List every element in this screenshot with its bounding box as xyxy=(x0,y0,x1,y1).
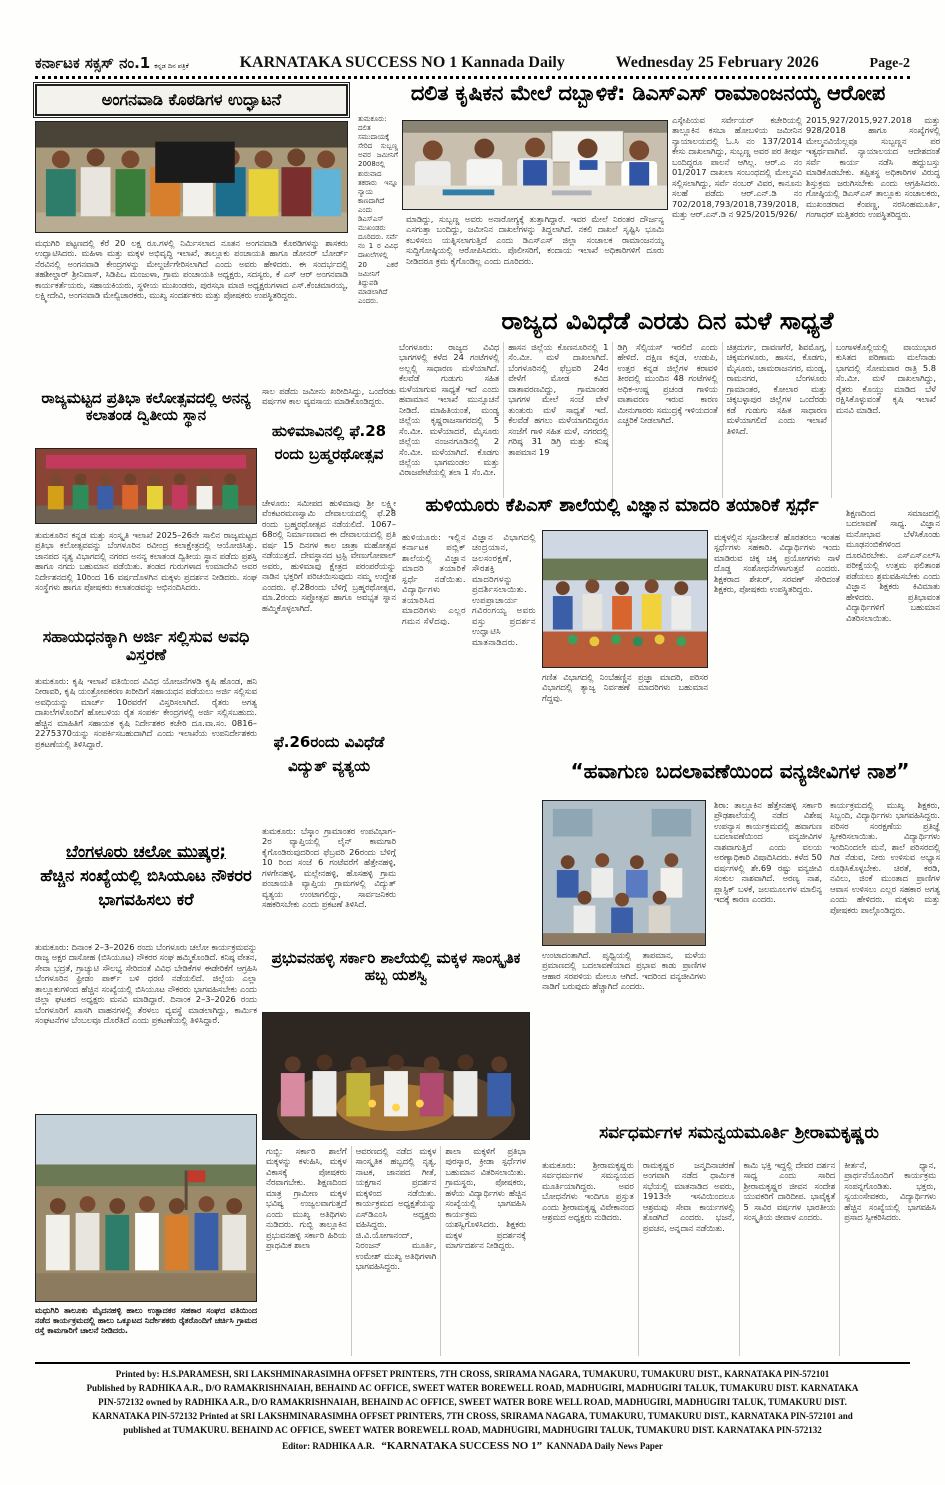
footer-line-1: Printed by: H.S.PARAMESH, SRI LAKSHMINARASIMHA OFFSET PRINTERS, 7TH CROSS, SRIRAMA NAGARA, TUMAKURU, TUMAKURU DIST., KARNATAKA PIN-572101 xyxy=(115,1369,830,1379)
wildlife-col2: ಶಿರಾ: ತಾಲ್ಲೂಕಿನ ಹೆತ್ತೇನಹಳ್ಳಿ ಸರ್ಕಾರಿ ಪ್ರೌಢಶಾಲೆಯಲ್ಲಿ ನಡೆದ ವಿಶೇಷ ಉಪನ್ಯಾಸ ಕಾರ್ಯಕ್ರಮದಲ್ಲಿ ಹವಾಗುಣ ಬದಲಾವಣೆಯಿಂದ ವನ್ಯಜೀವಿಗಳ ನಾಶವಾಗುತ್ತಿದೆ ಎಂದು ವಲಯ ಅರಣ್ಯಾಧಿಕಾರಿ ವಿಷಾದಿಸಿದರು. ಕಳೆದ 50 ವರ್ಷಗಳಲ್ಲಿ ಶೇ.69 ರಷ್ಟು ವನ್ಯಜೀವಿ ಸಂಕುಲ ನಾಶವಾಗಿದೆ. ಅರಣ್ಯ ನಾಶ, ಪ್ಲಾಸ್ಟಿಕ್ ಬಳಕೆ, ಜಲಮೂಲಗಳ ಮಾಲಿನ್ಯ ಇದಕ್ಕೆ ಕಾರಣ ಎಂದರು. xyxy=(714,800,822,905)
footer-paper-suffix: KANNADA Daily News Paper xyxy=(546,1440,663,1451)
footer-editor-line xyxy=(35,1438,910,1455)
dss-under-photo xyxy=(402,214,668,306)
rain-columns xyxy=(395,342,940,498)
wildlife-col1: ಉಂಟಾದಂತಾಗಿದೆ. ಪೃಥ್ವಿಯಲ್ಲಿ ತಾಪಮಾನ, ಮಳೆಯ ಪ್ರಮಾಣದಲ್ಲಿ ಬದಲಾವಣೆಯಾದ ಪ್ರಭಾವ ಕಾಡು ಪ್ರಾಣಿಗಳ ಆಹಾರ ಸರಪಳಿಯ ಮೇಲೂ ಆಗಿದೆ. ಇದರಿಂದ ವನ್ಯಜೀವಿಗಳು ನಾಡಿಗೆ ಬರುವುದು ಹೆಚ್ಚಾಗಿದೆ ಎಂದರು. xyxy=(542,950,706,992)
sarva-col-1: ತುಮಕೂರು: ಶ್ರೀರಾಮಕೃಷ್ಣರು ಸರ್ವಧರ್ಮಗಳ ಸಮನ್ವಯದ ಮೂರ್ತಿಯಾಗಿದ್ದರು. ಅವರ ಬೋಧನೆಗಳು ಇಂದಿಗೂ ಪ್ರಸ್ತುತ ಎಂದು ಶ್ರೀರಾಮಕೃಷ್ಣ ವಿವೇಕಾನಂದ ಆಶ್ರಮದ ಅಧ್ಯಕ್ಷರು ನುಡಿದರು. xyxy=(542,1160,634,1223)
power-body: ತುಮಕೂರು: ಬೆಸ್ಕಾಂ ಗ್ರಾಮಾಂತರ ಉಪವಿಭಾಗ–2ರ ವ್ಯಾಪ್ತಿಯಲ್ಲಿ ಲೈನ್ ಕಾಮಗಾರಿ ಕೈಗೊಂಡಿರುವುದರಿಂದ ಫೆಬ್ರವರಿ 26ರಂದು ಬೆಳಿಗ್ಗೆ 10 ರಿಂದ ಸಂಜೆ 6 ಗಂಟೆವರೆಗೆ ಹೆತ್ತೇನಹಳ್ಳಿ, ಗಳಗೇನಹಳ್ಳಿ, ಮಲ್ಲೇನಹಳ್ಳಿ, ಹೊಸಹಳ್ಳಿ ಗ್ರಾಮ ಪಂಚಾಯತಿ ವ್ಯಾಪ್ತಿಯ ಗ್ರಾಮಗಳಲ್ಲಿ ವಿದ್ಯುತ್ ವ್ಯತ್ಯಯ ಉಂಟಾಗಲಿದ್ದು, ಸಾರ್ವಜನಿಕರು ಸಹಕರಿಸಬೇಕು ಎಂದು ಪ್ರಕಟಣೆ ತಿಳಿಸಿದೆ. xyxy=(262,826,396,910)
sarva-headline: ಸರ್ವಧರ್ಮಗಳ ಸಮನ್ವಯಮೂರ್ತಿ ಶ್ರೀರಾಮಕೃಷ್ಣರು xyxy=(599,1123,879,1143)
footer-paper-name: “KARNATAKA SUCCESS NO 1” xyxy=(381,1439,543,1452)
rain-col-3: ಡಿಗ್ರಿ ಸೆಲ್ಸಿಯಸ್ ಇರಲಿದೆ ಎಂದು ಹೇಳಿದೆ. ದಕ್ಷಿಣ ಕನ್ನಡ, ಉಡುಪಿ, ಉತ್ತರ ಕನ್ನಡ ಜಿಲ್ಲೆಗಳ ಕರಾವಳಿ ತೀರದಲ್ಲಿ ಮುಂದಿನ 48 ಗಂಟೆಗಳಲ್ಲಿ ಅಧಿಕ-ಉಷ್ಣ ಪ್ರಚಂಡ ಗಾಳಿಯ ವಾತಾವರಣ ಇರುವ ಕಾರಣ ಮೀನುಗಾರರು ಸಮುದ್ರಕ್ಕೆ ಇಳಿಯದಂತೆ ಎಚ್ಚರಿಕೆ ನೀಡಲಾಗಿದೆ. xyxy=(612,342,721,498)
rain-headline: ರಾಜ್ಯದ ವಿವಿಧೆಡೆ ಎರಡು ದಿನ ಮಳೆ ಸಾಧ್ಯತೆ xyxy=(501,307,834,335)
dss-col1: ಎಸ್ಕೇಪಿಯವ ಸರ್ವೇಯರ್ ಕಚೇರಿಯಲ್ಲಿ ತಾಲ್ಲೂಕಿನ ಕಸಬಾ ಹೋಬಳಿಯ ಜಮೀನಿನ ನ್ಯಾಯಾಲಯದಲ್ಲಿ ಓ.ಸಿ ನಂ 137/2014 ಕೇಸು ದಾಖಲಾಗಿದ್ದು, ಸುಬ್ಬಣ್ಣ ಅವರ ಪರ ತೀರ್ಪು ಬಂದಿದ್ದರೂ ಪಾಲನೆ ಆಗಿಲ್ಲ. ಆರ್.ಎ ನಂ 01/2017 ದಾಖಲಾ ಸಂಬಂಧದಲ್ಲಿ ಮೇಲ್ಮನವಿ ಸಲ್ಲಿಸಲಾಗಿದ್ದು, ಸರ್ವೆ ನಂಬರ್ ವಿವರ, ಕಾನೂನು ಸಲಹೆ ಪಡೆದು ಆರ್.ಎನ್.ಡಿ ನಂ 702/2018,793/2018,739/2018, ಮತ್ತು ಆರ್.ಎನ್.ಡಿ ನ 925/2015/926/ xyxy=(672,115,802,220)
footer-line-4: KARNATAKA PIN-572132 Printed at SRI LAKSHMINARASIMHA OFFSET PRINTERS, 7TH CROSS, SRIRAMA NAGARA, TUMAKURU, TUMAKURU DIST., KARNATAKA PIN-572101 and xyxy=(92,1410,853,1421)
chalo-headline-rest: ಹೆಚ್ಚಿನ ಸಂಖ್ಯೆಯಲ್ಲಿ ಬಿಸಿಯೂಟ ನೌಕರರ ಭಾಗವಹಿಸಲು ಕರೆ xyxy=(40,865,252,909)
rain-col-5: ಬಂಗಾಳಕೊಲ್ಲಿಯಲ್ಲಿ ವಾಯುಭಾರ ಕುಸಿತದ ಪರಿಣಾಮ ಮಲೆನಾಡು ಭಾಗದಲ್ಲಿ ಸೋಮವಾರ ರಾತ್ರಿ 5.8 ಸೆಂ.ಮೀ. ಮಳೆ ದಾಖಲಾಗಿದ್ದು, ರೈತರು ಕೊಯ್ಲು ಮಾಡಿದ ಬೆಳೆ ರಕ್ಷಿಸಿಕೊಳ್ಳುವಂತೆ ಕೃಷಿ ಇಲಾಖೆ ಮನವಿ ಮಾಡಿದೆ. xyxy=(831,342,940,498)
subsidy-body: ತುಮಕೂರು: ಕೃಷಿ ಇಲಾಖೆ ವತಿಯಿಂದ ವಿವಿಧ ಯೋಜನೆಗಳಡಿ ಕೃಷಿ ಹೊಂಡ, ಹನಿ ನೀರಾವರಿ, ಕೃಷಿ ಯಂತ್ರೋಪಕರಣ ಖರೀದಿಗೆ ಸಹಾಯಧನ ಪಡೆಯಲು ಅರ್ಜಿ ಸಲ್ಲಿಸುವ ಅವಧಿಯನ್ನು ಮಾರ್ಚ್ 10ರವರೆಗೆ ವಿಸ್ತರಿಸಲಾಗಿದೆ. ರೈತರು ಅಗತ್ಯ ದಾಖಲೆಗಳೊಂದಿಗೆ ಹೋಬಳಿಯ ರೈತ ಸಂಪರ್ಕ ಕೇಂದ್ರಗಳಲ್ಲಿ ಅರ್ಜಿ ಸಲ್ಲಿಸಬಹುದು. ಹೆಚ್ಚಿನ ಮಾಹಿತಿಗೆ ಸಹಾಯಕ ಕೃಷಿ ನಿರ್ದೇಶಕರ ಕಚೇರಿ ದೂ.ವಾ.ಸಂ. 0816–2275370ಯನ್ನು ಸಂಪರ್ಕಿಸಬಹುದಾಗಿದೆ ಎಂದು ಇಲಾಖೆಯ ಉಪನಿರ್ದೇಶಕರು ಪ್ರಕಟಣೆಯಲ್ಲಿ ತಿಳಿಸಿದ್ದಾರೆ. xyxy=(35,676,257,749)
sarva-columns xyxy=(538,1160,940,1356)
prabhu-col-1: ಗುಬ್ಬಿ: ಸರ್ಕಾರಿ ಶಾಲೆಗೆ ಮಕ್ಕಳನ್ನು ಕಳುಹಿಸಿ, ಮಕ್ಕಳ ವಿಕಾಸಕ್ಕೆ ಪೋಷಕರು ನೆರವಾಗಬೇಕು. ಶಿಕ್ಷಣದಿಂದ ಮಾತ್ರ ಗ್ರಾಮೀಣ ಮಕ್ಕಳ ಭವಿಷ್ಯ ಉಜ್ವಲವಾಗುತ್ತದೆ ಎಂದು ಮುಖ್ಯ ಅತಿಥಿಗಳು ನುಡಿದರು. ಗುಬ್ಬಿ ತಾಲ್ಲೂಕಿನ ಪ್ರಭುವನಹಳ್ಳಿ ಸರ್ಕಾರಿ ಹಿರಿಯ ಪ್ರಾಥಮಿಕ ಶಾಲಾ xyxy=(266,1146,347,1251)
masthead-date: Wednesday 25 February 2026 xyxy=(615,54,819,71)
anganwadi-photo xyxy=(35,121,348,233)
rain-col-4: ಚಿತ್ರದುರ್ಗ, ದಾವಣಗೆರೆ, ಶಿವಮೊಗ್ಗ, ಚಿಕ್ಕಮಗಳೂರು, ಹಾಸನ, ಕೊಡಗು, ಮೈಸೂರು, ಚಾಮರಾಜನಗರ, ಮಂಡ್ಯ, ರಾಮನಗರ, ಬೆಂಗಳೂರು ಗ್ರಾಮಾಂತರ, ಕೋಲಾರ ಮತ್ತು ಚಿಕ್ಕಬಳ್ಳಾಪುರ ಜಿಲ್ಲೆಗಳ ಒಂದೆರಡು ಕಡೆ ಗುಡುಗು ಸಹಿತ ಸಾಧಾರಣ ಮಳೆಯಾಗಲಿದೆ ಎಂದು ಇಲಾಖೆ ತಿಳಿಸಿದೆ. xyxy=(722,342,831,498)
science-colC: ಮಕ್ಕಳಲ್ಲಿನ ಸೃಜನಶೀಲತೆ ಹೊರತರಲು ಇಂತಹ ಸ್ಪರ್ಧೆಗಳು ಸಹಕಾರಿ. ವಿದ್ಯಾರ್ಥಿಗಳು ಇಂದು ಮಾಡಿರುವ ಚಿಕ್ಕ ಚಿಕ್ಕ ಪ್ರಯೋಗಗಳು ನಾಳೆ ದೊಡ್ಡ ಸಂಶೋಧನೆಗಳಾಗುತ್ತವೆ ಎಂದರು. ಶಿಕ್ಷಕರಾದ ಶೇಖರ್, ಸರವಣ್ ಸೇರಿದಂತೆ ಶಿಕ್ಷಕರು, ಪೋಷಕರು ಉಪಸ್ಥಿತರಿದ್ದರು. xyxy=(714,532,840,595)
brand-tagline: ಕನ್ನಡ ದಿನ ಪತ್ರಿಕೆ xyxy=(154,62,189,70)
dss-continuation: ಸಾಲ ಪಡೆದು ಜಮೀನು ಖರೀದಿಸಿದ್ದು, ಒಂದೆರಡು ವರ್ಷಗಳ ಕಾಲ ವ್ಯವಸಾಯ ಮಾಡಿಕೊಂಡಿದ್ದರು. xyxy=(262,386,396,407)
footer-line-3: PIN-572132 owned by RADHIKA A.R., D/O RAMAKRISHNAIAH, BEHAIND AC OFFICE, SWEET WATER BORE WELL ROAD, MADHUGIRI, MADHUGIRI TALUK, TUMAKURU DIST. xyxy=(98,1396,847,1407)
prabhu-columns xyxy=(262,1146,530,1356)
hulimavu-headline: ಹುಳಿಮಾವಿನಲ್ಲಿ ಫೆ.28 ರಂದು ಬ್ರಹ್ಮರಥೋತ್ಸವ xyxy=(271,422,387,463)
dss-photo xyxy=(402,120,668,210)
science-photo xyxy=(542,530,708,668)
power-headline: ಫೆ.26ರಂದು ವಿವಿಧೆಡೆ ವಿದ್ಯುತ್ ವ್ಯತ್ಯಯ xyxy=(273,733,385,775)
bottom-left-photo-caption: ಮಧುಗಿರಿ ತಾಲೂಕು ಮೈದನಹಳ್ಳಿ ಹಾಲು ಉತ್ಪಾದಕರ ಸಹಕಾರ ಸಂಘದ ವತಿಯಿಂದ ನಡೆದ ಕಾರ್ಯಕ್ರಮದಲ್ಲಿ ಹಾಲು ಒಕ್ಕೂಟದ ನಿರ್ದೇಶಕರು ರೈತರೊಂದಿಗೆ ಚರ್ಚಿಸಿ ಗ್ರಾಮದ ರಸ್ತೆ ಕಾಮಗಾರಿಗೆ ಚಾಲನೆ ನೀಡಿದರು. xyxy=(35,1306,257,1335)
dss-col-narrow: ತುಮಕೂರು: ದಲಿತ ಸಮುದಾಯಕ್ಕೆ ಸೇರಿದ ಸುಬ್ಬಣ್ಣ ಅವರ ಜಮೀನಿಗೆ 2008ರಲ್ಲಿ ಶುರುವಾದ ತಕರಾರು ಇನ್ನೂ ನ್ಯಾಯ ಕಾಣದಾಗಿದೆ ಎಂದು ಡಿಎಸ್‌ಎಸ್ ಮುಖಂಡರು ದೂರಿದರು. ಸರ್ವೆ ನಂ 1 ರ ವಿವಿಧ ದಾಖಲೆಗಳಲ್ಲಿ 20 ಎಕರೆ ಜಮೀನಿಗೆ ತಿದ್ದುಪಡಿ ಮಾಡಲಾಗಿದೆ ಎಂದರು. xyxy=(358,115,398,305)
chalo-headline-line1: ಬೆಂಗಳೂರು ಚಲೋ ಮುಷ್ಕರ; xyxy=(65,842,227,861)
footer-editor: Editor: RADHIKA A.R. xyxy=(282,1440,375,1451)
footer-line-2: Published by RADHIKA A.R., D/O RAMAKRISHNAIAH, BEHAIND AC OFFICE, SWEET WATER BOREWELL ROAD, MADHUGIRI, MADHUGIRI TALUK, TUMAKURU DIST. KARNATAKA xyxy=(86,1382,859,1393)
subsidy-headline: ಸಹಾಯಧನಕ್ಕಾಗಿ ಅರ್ಜಿ ಸಲ್ಲಿಸುವ ಅವಧಿ ವಿಸ್ತರಣೆ xyxy=(42,627,250,664)
wildlife-headline: “ಹವಾಗುಣ ಬದಲಾವಣೆಯಿಂದ ವನ್ಯಜೀವಿಗಳ ನಾಶ” xyxy=(570,759,910,783)
anganwadi-headline: ಅಂಗನವಾಡಿ ಕೊಠಡಿಗಳ ಉದ್ಘಾಟನೆ xyxy=(101,90,282,110)
masthead xyxy=(35,46,910,72)
wildlife-col3: ಕಾರ್ಯಕ್ರಮದಲ್ಲಿ ಮುಖ್ಯ ಶಿಕ್ಷಕರು, ಸಿಬ್ಬಂದಿ, ವಿದ್ಯಾರ್ಥಿಗಳು ಭಾಗವಹಿಸಿದ್ದರು. ಪರಿಸರ ಸಂರಕ್ಷಣೆಯ ಪ್ರತಿಜ್ಞೆ ಸ್ವೀಕರಿಸಲಾಯಿತು. ವಿದ್ಯಾರ್ಥಿಗಳು ಇಂದಿನಿಂದಲೇ ಮನೆ, ಶಾಲೆ ಪರಿಸರದಲ್ಲಿ ಗಿಡ ನೆಡುವ, ನೀರು ಉಳಿಸುವ ಅಭ್ಯಾಸ ರೂಢಿಸಿಕೊಳ್ಳಬೇಕು. ಚಿರತೆ, ಕರಡಿ, ನವಿಲು, ಜಿಂಕೆ ಮುಂತಾದ ಪ್ರಾಣಿಗಳ ಆವಾಸ ಉಳಿಸಲು ಎಲ್ಲರ ಸಹಕಾರ ಅಗತ್ಯ ಎಂದು ಹೇಳಿದರು. ಮಕ್ಕಳು ಮತ್ತು ಪೋಷಕರು ಪಾಲ್ಗೊಂಡಿದ್ದರು. xyxy=(830,800,940,915)
chalo-body: ತುಮಕೂರು: ದಿನಾಂಕ 2–3–2026 ರಂದು ಬೆಂಗಳೂರು ಚಲೋ ಕಾರ್ಯಕ್ರಮವನ್ನು ರಾಜ್ಯ ಅಕ್ಷರ ದಾಸೋಹ (ಬಿಸಿಯೂಟ) ನೌಕರರ ಸಂಘ ಹಮ್ಮಿಕೊಂಡಿದೆ. ಕನಿಷ್ಠ ವೇತನ, ಸೇವಾ ಭದ್ರತೆ, ಗ್ರಾಚ್ಯುಟಿ ಸೌಲಭ್ಯ ಸೇರಿದಂತೆ ವಿವಿಧ ಬೇಡಿಕೆಗಳ ಈಡೇರಿಕೆಗೆ ಆಗ್ರಹಿಸಿ ಬೆಂಗಳೂರಿನ ಫ್ರೀಡಂ ಪಾರ್ಕ್ ಬಳಿ ಧರಣಿ ನಡೆಯಲಿದೆ. ಜಿಲ್ಲೆಯ ಎಲ್ಲಾ ತಾಲ್ಲೂಕುಗಳಿಂದ ಹೆಚ್ಚಿನ ಸಂಖ್ಯೆಯಲ್ಲಿ ಬಿಸಿಯೂಟ ನೌಕರರು ಭಾಗವಹಿಸಬೇಕು ಎಂದು ಜಿಲ್ಲಾ ಘಟಕದ ಅಧ್ಯಕ್ಷರು ಮನವಿ ಮಾಡಿದ್ದಾರೆ. ದಿನಾಂಕ 2–3–2026 ರಂದು ಬೆಂಗಳೂರಿಗೆ ಖಾಸಗಿ ವಾಹನಗಳಲ್ಲಿ ತೆರಳಲು ವ್ಯವಸ್ಥೆ ಮಾಡಲಾಗಿದ್ದು, ಕಾರ್ಮಿಕ ಸಂಘಟನೆಗಳ ಬೆಂಬಲವೂ ದೊರೆತಿದೆ ಎಂದು ಪ್ರಕಟಣೆಯಲ್ಲಿ ತಿಳಿಸಿದ್ದಾರೆ. xyxy=(35,942,257,1026)
sarva-col-2: ರಾಮಕೃಷ್ಣರ ಜನ್ಮದಿನಾಚರಣೆ ಅಂಗವಾಗಿ ನಡೆದ ಧಾರ್ಮಿಕ ಸಭೆಯಲ್ಲಿ ಮಾತನಾಡಿದ ಅವರು, 1913ನೇ ಇಸವಿಯಿಂದಲೂ ಆಶ್ರಮವು ಸೇವಾ ಕಾರ್ಯಗಳಲ್ಲಿ ತೊಡಗಿದೆ ಎಂದರು. ಭಜನೆ, ಪ್ರವಚನ, ಅನ್ನದಾನ ನಡೆಯಿತು. xyxy=(638,1160,739,1356)
masthead-page-number: Page-2 xyxy=(869,56,910,71)
dotted-divider xyxy=(35,76,910,79)
science-colD: ಶಿಕ್ಷಣದಿಂದ ಸಮಾಜದಲ್ಲಿ ಬದಲಾವಣೆ ಸಾಧ್ಯ. ವಿಜ್ಞಾನ ಮನೋಭಾವ ಬೆಳೆಸಿಕೊಂಡು ಮೂಢನಂಬಿಕೆಗಳಿಂದ ದೂರವಿರಬೇಕು. ಎಸ್‌ಎಸ್‌ಎಲ್‌ಸಿ ಪರೀಕ್ಷೆಯಲ್ಲಿ ಉತ್ತಮ ಫಲಿತಾಂಶ ಪಡೆಯಲು ಶ್ರಮವಹಿಸಬೇಕು ಎಂದು ವಿಜ್ಞಾನ ಶಿಕ್ಷಕರು ಕಿವಿಮಾತು ಹೇಳಿದರು. ಪ್ರತಿಭಾವಂತ ವಿದ್ಯಾರ್ಥಿಗಳಿಗೆ ಬಹುಮಾನ ವಿತರಿಸಲಾಯಿತು. xyxy=(846,508,940,623)
anganwadi-body: ಮಧುಗಿರಿ ಪಟ್ಟಣದಲ್ಲಿ ಕೆರೆ 20 ಲಕ್ಷ ರೂ.ಗಳಲ್ಲಿ ನಿರ್ಮಿಸಲಾದ ನೂತನ ಅಂಗನವಾಡಿ ಕೊಠಡಿಗಳನ್ನು ಶಾಸಕರು ಉದ್ಘಾಟಿಸಿದರು. ಮಹಿಳಾ ಮತ್ತು ಮಕ್ಕಳ ಅಭಿವೃದ್ಧಿ ಇಲಾಖೆ, ತಾಲ್ಲೂಕು ಪಂಚಾಯತಿ ಹಾಗೂ ಡೋನರ್ ಬೋರ್ಡ್ ನೆರವಿನಲ್ಲಿ ಅಂಗನವಾಡಿ ಕೇಂದ್ರಗಳನ್ನು ಮೇಲ್ದರ್ಜೆಗೇರಿಸಲಾಗಿದೆ ಎಂದು ಅವರು ಹೇಳಿದರು. ಈ ಸಂದರ್ಭದಲ್ಲಿ ತಹಶೀಲ್ದಾರ್ ಶ್ರೀನಿವಾಸ್, ಸಿಡಿಪಿಒ ಮಂಜುಳಾ, ಗ್ರಾಮ ಪಂಚಾಯತಿ ಅಧ್ಯಕ್ಷರು, ಸದಸ್ಯರು, ಕೆ ಎಸ್ ಆರ್ ಅಂಗನವಾಡಿ ಕಾರ್ಯಕರ್ತೆಯರು, ಸಹಾಯಕಿಯರು, ಸ್ಥಳೀಯ ಮುಖಂಡರು, ಪುರಸಭಾ ಮಾಜಿ ಅಧ್ಯಕ್ಷರುಗಳಾದ ಎಸ್.ಕೆಂಚಮಾರಯ್ಯ, ಲಕ್ಷ್ಮೀದೇವಿ, ಅಂಗನವಾಡಿ ಮೇಲ್ವಿಚಾರಕರು, ಮುಖ್ಯ ಸಂದರ್ಶಕರು ಮತ್ತು ಪೋಷಕರು ಉಪಸ್ಥಿತರಿದ್ದರು. xyxy=(35,238,348,301)
kala-body: ತುಮಕೂರಿನ ಕನ್ನಡ ಮತ್ತು ಸಂಸ್ಕೃತಿ ಇಲಾಖೆ 2025–26ನೇ ಸಾಲಿನ ರಾಜ್ಯಮಟ್ಟದ ಪ್ರತಿಭಾ ಕಲೋತ್ಸವವನ್ನು ಬೆಂಗಳೂರಿನ ರವೀಂದ್ರ ಕಲಾಕ್ಷೇತ್ರದಲ್ಲಿ ಆಯೋಜಿಸಿತ್ತು. ಜಾನಪದ ನೃತ್ಯ ವಿಭಾಗದಲ್ಲಿ ನಗರದ ಅನನ್ಯ ಕಲಾತಂಡ ದ್ವಿತೀಯ ಸ್ಥಾನ ಪಡೆದು ಪ್ರಶಸ್ತಿ ಹಾಗೂ ನಗದು ಬಹುಮಾನ ಪಡೆಯಿತು. ತಂಡದ ಗುರುಗಳಾದ ಉಮಾದೇವಿ ಅವರ ನಿರ್ದೇಶನದಲ್ಲಿ 10ರಿಂದ 16 ವರ್ಷದೊಳಗಿನ ಮಕ್ಕಳು ಪ್ರದರ್ಶನ ನೀಡಿದರು. ಸಂಘ ಸಂಸ್ಥೆಗಳು ಹಾಗೂ ಪೋಷಕರು ಕಲಾತಂಡವನ್ನು ಅಭಿನಂದಿಸಿದರು. xyxy=(35,530,257,593)
hulimavu-body: ಚೇಳೂರು: ಸಮೀಪದ ಹುಳಿಮಾವು ಶ್ರೀ ಲಕ್ಷ್ಮೀ ವೆಂಕಟರಮಣಸ್ವಾಮಿ ದೇವಾಲಯದಲ್ಲಿ ಫೆ.28 ರಂದು ಬ್ರಹ್ಮರಥೋತ್ಸವ ನಡೆಯಲಿದೆ. 1067–68ರಲ್ಲಿ ನಿರ್ಮಾಣವಾದ ಈ ದೇವಾಲಯದಲ್ಲಿ ಪ್ರತಿ ವರ್ಷ 15 ದಿನಗಳ ಕಾಲ ಜಾತ್ರಾ ಮಹೋತ್ಸವ ನಡೆಯುತ್ತದೆ. ದೇವಸ್ಥಾನದ ಟ್ರಸ್ಟಿ ವೇಣುಗೋಪಾಲ್ ಅವರು, ಹುಳಿಮಾವು ಕ್ಷೇತ್ರದ ಪರಂಪರೆಯನ್ನು ನಾಡಿನ ಭಕ್ತರಿಗೆ ಪರಿಚಯಿಸುವುದು ನಮ್ಮ ಉದ್ದೇಶ ಎಂದರು. ಫೆ.28ರಂದು ಬೆಳಿಗ್ಗೆ ಬ್ರಹ್ಮರಥೋತ್ಸವ, ಮಾ.2ರಂದು ಸಪ್ತೋತ್ಸವ ಹಾಗೂ ಅವಭೃತ ಸ್ನಾನ ಹಮ್ಮಿಕೊಳ್ಳಲಾಗಿದೆ. xyxy=(262,498,396,613)
rain-col-1: ಬೆಂಗಳೂರು: ರಾಜ್ಯದ ವಿವಿಧ ಭಾಗಗಳಲ್ಲಿ ಕಳೆದ 24 ಗಂಟೆಗಳಲ್ಲಿ ಅಲ್ಲಲ್ಲಿ ಸಾಧಾರಣ ಮಳೆಯಾಗಿದೆ. ಕೆಲವೆಡೆ ಗುಡುಗು ಸಹಿತ ಮಳೆಯಾಗುವ ಸಾಧ್ಯತೆ ಇದೆ ಎಂದು ಹವಾಮಾನ ಇಲಾಖೆ ಮುನ್ಸೂಚನೆ ನೀಡಿದೆ. ಮಾಹಿತಿಯಂತೆ, ಮಂಡ್ಯ ಜಿಲ್ಲೆಯ ಕೃಷ್ಣರಾಜಸಾಗರದಲ್ಲಿ 5 ಸೆಂ.ಮೀ. ಮಳೆಯಾದರೆ, ಮೈಸೂರು ಜಿಲ್ಲೆಯ ನಂಜನಗೂಡಿನಲ್ಲಿ 2 ಸೆಂ.ಮೀ. ಮಳೆಯಾಗಿದೆ. ಕೊಡಗು ಜಿಲ್ಲೆಯ ಭಾಗಮಂಡಲ ಮತ್ತು ವಿರಾಜಪೇಟೆಯಲ್ಲಿ ತಲಾ 1 ಸೆಂ.ಮೀ. xyxy=(399,342,500,478)
kala-headline: ರಾಜ್ಯಮಟ್ಟದ ಪ್ರತಿಭಾ ಕಲೋತ್ಸವದಲ್ಲಿ ಅನನ್ಯ ಕಲಾತಂಡ ದ್ವಿತೀಯ ಸ್ಥಾನ xyxy=(41,389,251,424)
brand-kannada: ಕರ್ನಾಟಕ ಸಕ್ಸಸ್ ನಂ.1 xyxy=(35,54,151,72)
prabhu-col-2: ಆವರಣದಲ್ಲಿ ನಡೆದ ಮಕ್ಕಳ ಸಾಂಸ್ಕೃತಿಕ ಹಬ್ಬದಲ್ಲಿ ನೃತ್ಯ, ನಾಟಕ, ಜಾನಪದ ಗೀತೆ, ಯಕ್ಷಗಾನ ಪ್ರದರ್ಶನ ಮಕ್ಕಳಿಂದ ನಡೆಯಿತು. ಕಾರ್ಯಕ್ರಮದ ಅಧ್ಯಕ್ಷತೆಯನ್ನು ಎಸ್‌ಡಿಎಂಸಿ ಅಧ್ಯಕ್ಷರು ವಹಿಸಿದ್ದರು. ಜಿ.ವಿ.ಯೋಗಾನಂದ್, ನಿರಂಜನ್ ಮೂರ್ತಿ, ಉಮೇಶ್ ಮುಖ್ಯ ಅತಿಥಿಗಳಾಗಿ ಭಾಗವಹಿಸಿದ್ದರು. xyxy=(351,1146,441,1356)
prabhu-headline: ಪ್ರಭುವನಹಳ್ಳಿ ಸರ್ಕಾರಿ ಶಾಲೆಯಲ್ಲಿ ಮಕ್ಕಳ ಸಾಂಸ್ಕೃತಿಕ ಹಬ್ಬ ಯಶಸ್ವಿ xyxy=(271,949,521,984)
dss-under-photo-text: ಮಾಡಿದ್ದು, ಸುಬ್ಬಣ್ಣ ಅವರು ಅನಾರೋಗ್ಯಕ್ಕೆ ತುತ್ತಾಗಿದ್ದಾರೆ. ಇವರ ಮೇಲೆ ನಿರಂತರ ದೌರ್ಜನ್ಯ ಎಸಗುತ್ತಾ ಬಂದಿದ್ದು, ಜಮೀನಿನ ದಾಖಲೆಗಳನ್ನು ತಿದ್ದಲಾಗಿದೆ. ನಕಲಿ ದಾಖಲೆ ಸೃಷ್ಟಿಸಿ ಭೂಮಿ ಕಬಳಿಸಲು ಯತ್ನಿಸಲಾಗುತ್ತಿದೆ ಎಂದು ಡಿಎಸ್‌ಎಸ್ ಜಿಲ್ಲಾ ಸಂಚಾಲಕ ರಾಮಾಂಜನಯ್ಯ ಸುದ್ದಿಗೋಷ್ಠಿಯಲ್ಲಿ ಆರೋಪಿಸಿದರು. ಪೊಲೀಸರಿಗೆ, ಕಂದಾಯ ಇಲಾಖೆ ಅಧಿಕಾರಿಗಳಿಗೆ ದೂರು ನೀಡಿದರೂ ಕ್ರಮ ಕೈಗೊಂಡಿಲ್ಲ ಎಂದು ದೂರಿದರು. xyxy=(406,214,664,266)
chalo-headline xyxy=(35,840,257,912)
science-headline: ಹುಳಿಯೂರು ಕೆಪಿಎಸ್ ಶಾಲೆಯಲ್ಲಿ ವಿಜ್ಞಾನ ಮಾದರಿ ತಯಾರಿಕೆ ಸ್ಪರ್ಧೆ xyxy=(425,495,819,516)
dss-col2: 2015,927/2015,927.2018 ಮತ್ತು 928/2018 ಹಾಗೂ ಸಂಖ್ಯೆಗಳಲ್ಲಿ ಮೇಲ್ಮನವಿಯೆಲ್ಲವೂ ಸುಬ್ಬಣ್ಣನ ಪರ ಇತ್ಯರ್ಥವಾಗಿವೆ. ನ್ಯಾಯಾಲಯದ ಆದೇಶದಂತೆ ಸರ್ವೆ ಕಾರ್ಯ ನಡೆಸಿ ಹದ್ದುಬಸ್ತು ಮಾಡಿಕೊಡಬೇಕು. ತಪ್ಪಿತಸ್ಥ ಅಧಿಕಾರಿಗಳ ವಿರುದ್ಧ ಶಿಸ್ತುಕ್ರಮ ಜರುಗಿಸಬೇಕು ಎಂದು ಆಗ್ರಹಿಸಿದರು. ಗೋಷ್ಠಿಯಲ್ಲಿ ಡಿಎಸ್‌ಎಸ್ ತಾಲ್ಲೂಕು ಸಂಚಾಲಕರು, ಮುಖಂಡರಾದ ಕೆಂಪಣ್ಣ, ನರಸಿಂಹಮೂರ್ತಿ, ಗಂಗಾಧರ್ ಮತ್ತಿತರರು ಉಪಸ್ಥಿತರಿದ್ದರು. xyxy=(806,115,940,220)
anganwadi-headline-box xyxy=(35,84,348,116)
cultural-fest-photo xyxy=(262,1012,530,1140)
sarva-col-4: ಕೀರ್ತನೆ, ಧ್ಯಾನ, ಪ್ರಾರ್ಥನೆಯೊಂದಿಗೆ ಕಾರ್ಯಕ್ರಮ ಸಂಪನ್ನಗೊಂಡಿತು. ಭಕ್ತರು, ಸ್ವಯಂಸೇವಕರು, ವಿದ್ಯಾರ್ಥಿಗಳು ಹೆಚ್ಚಿನ ಸಂಖ್ಯೆಯಲ್ಲಿ ಭಾಗವಹಿಸಿ ಪ್ರಸಾದ ಸ್ವೀಕರಿಸಿದರು. xyxy=(839,1160,940,1356)
science-colA: ಹುಳಿಯೂರು: ಇಲ್ಲಿನ ಕರ್ನಾಟಕ ಪಬ್ಲಿಕ್ ಶಾಲೆಯಲ್ಲಿ ವಿಜ್ಞಾನ ಮಾದರಿ ತಯಾರಿಕೆ ಸ್ಪರ್ಧೆ ನಡೆಯಿತು. ವಿದ್ಯಾರ್ಥಿಗಳು ತಯಾರಿಸಿದ ಮಾದರಿಗಳು ಎಲ್ಲರ ಗಮನ ಸೆಳೆದವು. xyxy=(402,532,466,626)
rain-col-2: ಹಾಸನ ಜಿಲ್ಲೆಯ ಕೊಣನೂರಿನಲ್ಲಿ 1 ಸೆಂ.ಮೀ. ಮಳೆ ದಾಖಲಾಗಿದೆ. ಬೆಂಗಳೂರಿನಲ್ಲಿ ಫೆಬ್ರವರಿ 24ರ ವೇಳೆಗೆ ಮೋಡ ಕವಿದ ವಾತಾವರಣವಿದ್ದು, ಗ್ರಾಮಾಂತರ ಭಾಗಗಳ ಮೇಲೆ ಸಂಜೆ ವೇಳೆ ತುಂತುರು ಮಳೆ ಸಾಧ್ಯತೆ ಇದೆ. ಕೆಲವೆಡೆ ಹಗಲು ಮಳೆಯಾಗದಿದ್ದರೂ ಸಂಜೆಗೆ ಗಾಳಿ ಸಹಿತ ಮಳೆ, ನಗರದಲ್ಲಿ ಗರಿಷ್ಠ 31 ಡಿಗ್ರಿ ಮತ್ತು ಕನಿಷ್ಠ ತಾಪಮಾನ 19 xyxy=(503,342,612,498)
footer-line-5: published at TUMAKURU. BEHAIND AC OFFICE, SWEET WATER BOREWELL ROAD, MADHUGIRI, MADHUGIRI TALUK, TUMAKURU DIST. KARNATAKA PIN-572132 xyxy=(123,1424,822,1435)
masthead-title-english: KARNATAKA SUCCESS NO 1 Kannada Daily xyxy=(239,54,565,71)
dss-headline: ದಲಿತ ಕೃಷಿಕನ ಮೇಲೆ ದಬ್ಬಾಳಿಕೆ: ಡಿಎಸ್‌ಎಸ್ ರಾಮಾಂಜನಯ್ಯ ಆರೋಪ xyxy=(410,81,886,105)
wildlife-photo xyxy=(542,800,706,946)
prabhu-col-3: ಶಾಲಾ ಮಕ್ಕಳಿಗೆ ಪ್ರತಿಭಾ ಪುರಸ್ಕಾರ, ಕ್ರೀಡಾ ಸ್ಪರ್ಧೆಗಳ ಬಹುಮಾನ ವಿತರಿಸಲಾಯಿತು. ಗ್ರಾಮಸ್ಥರು, ಪೋಷಕರು, ಹಳೆಯ ವಿದ್ಯಾರ್ಥಿಗಳು ಹೆಚ್ಚಿನ ಸಂಖ್ಯೆಯಲ್ಲಿ ಭಾಗವಹಿಸಿ ಕಾರ್ಯಕ್ರಮ ಯಶಸ್ವಿಗೊಳಿಸಿದರು. ಶಿಕ್ಷಕರು ಮಕ್ಕಳ ಪ್ರದರ್ಶನಕ್ಕೆ ಮಾರ್ಗದರ್ಶನ ನೀಡಿದ್ದರು. xyxy=(440,1146,530,1356)
bottom-left-photo xyxy=(35,1114,257,1302)
science-below-photo: ಗಣಿತ ವಿಭಾಗದಲ್ಲಿ ನಿಂಬೆಹಣ್ಣಿನ ಪ್ರಜ್ಞಾ ಮಾದರಿ, ಪರಿಸರ ವಿಭಾಗದಲ್ಲಿ ತ್ಯಾಜ್ಯ ನಿರ್ವಹಣೆ ಮಾದರಿಗಳು ಬಹುಮಾನ ಗೆದ್ದವು. xyxy=(542,672,708,703)
footer-imprint xyxy=(35,1362,910,1466)
masthead-brand xyxy=(35,54,189,72)
kala-photo xyxy=(35,448,257,524)
science-colB: ವಿಜ್ಞಾನ ವಿಭಾಗದಲ್ಲಿ ಚಂದ್ರಯಾನ, ಜಲಸಂರಕ್ಷಣೆ, ಸೌರಶಕ್ತಿ ಮಾದರಿಗಳನ್ನು ಪ್ರದರ್ಶಿಸಲಾಯಿತು. ಉಪಪ್ರಾಚಾರ್ಯ ಗವಿರಂಗಯ್ಯ ಅವರು ವಸ್ತು ಪ್ರದರ್ಶನ ಉದ್ಘಾಟಿಸಿ ಮಾತನಾಡಿದರು. xyxy=(472,532,536,647)
sarva-col-3: ಕಾಮಿ ಭಕ್ತಿ ಇದ್ದಲ್ಲಿ ದೇವರ ದರ್ಶನ ಸಾಧ್ಯ ಎಂದು ಸಾರಿದ ಶ್ರೀರಾಮಕೃಷ್ಣರ ಜೀವನ ಸಂದೇಶ ಯುವಕರಿಗೆ ದಾರಿದೀಪ. ಭಾವೈಕ್ಯತೆ 5 ಸಾವಿರ ವರ್ಷಗಳ ಭಾರತೀಯ ಸಂಸ್ಕೃತಿಯ ಜೀವಾಳ ಎಂದರು. xyxy=(739,1160,840,1356)
